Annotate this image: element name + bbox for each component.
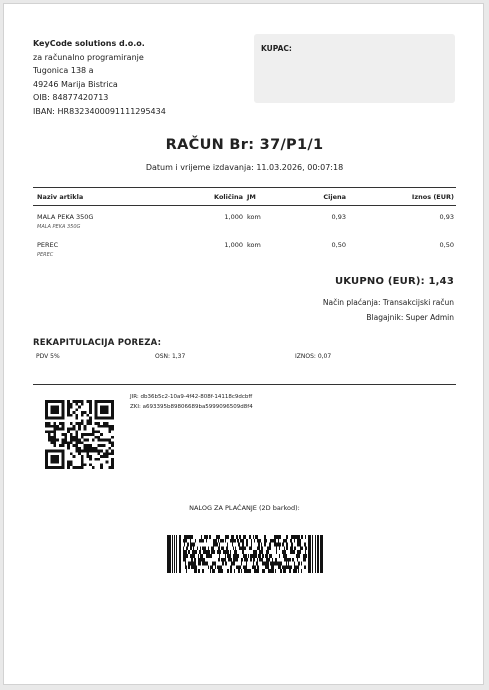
header-price: Cijena bbox=[323, 193, 346, 201]
buyer-box bbox=[254, 34, 455, 103]
item-amount: 0,50 bbox=[439, 241, 454, 249]
seller-activity: za računalno programiranje bbox=[33, 52, 144, 62]
payment-order-label: NALOG ZA PLAĆANJE (2D barkod): bbox=[189, 504, 300, 512]
tax-rate: PDV 5% bbox=[36, 353, 60, 360]
header-name: Naziv artikla bbox=[37, 193, 84, 201]
item-qty: 1,000 bbox=[224, 213, 243, 221]
invoice-title: RAČUN Br: 37/P1/1 bbox=[165, 137, 324, 153]
seller-street: Tugonica 138 a bbox=[33, 66, 94, 75]
seller-oib: OIB: 84877420713 bbox=[33, 93, 109, 102]
invoice-page bbox=[3, 3, 484, 685]
items-table bbox=[33, 187, 456, 262]
issue-datetime: Datum i vrijeme izdavanja: 11.03.2026, 00:07:18 bbox=[145, 163, 344, 172]
item-name: MALA PEKA 350G bbox=[37, 213, 94, 221]
buyer-label: KUPAC: bbox=[261, 44, 292, 53]
payment-method: Način plaćanja: Transakcijski račun bbox=[322, 298, 454, 307]
tax-base: OSN: 1,37 bbox=[155, 353, 186, 360]
tax-recap-title: REKAPITULACIJA POREZA: bbox=[33, 338, 162, 348]
divider bbox=[33, 384, 456, 385]
cashier: Blagajnik: Super Admin bbox=[366, 313, 454, 322]
jir-code: JIR: db36b5c2-10a9-4f42-808f-14118c9dcbff bbox=[130, 394, 253, 400]
tax-recap-row bbox=[33, 353, 456, 365]
item-name: PEREC bbox=[37, 241, 59, 249]
seller-iban: IBAN: HR8323400091111295434 bbox=[33, 106, 166, 116]
seller-name: KeyCode solutions d.o.o. bbox=[33, 39, 145, 48]
seller-info bbox=[33, 37, 166, 118]
item-price: 0,93 bbox=[331, 213, 346, 221]
item-jm: kom bbox=[247, 241, 261, 249]
tax-amount: IZNOS: 0,07 bbox=[295, 353, 332, 360]
table-row bbox=[33, 234, 456, 262]
header-amount: Iznos (EUR) bbox=[411, 193, 454, 201]
zki-code: ZKI: a693395b89806689ba5999096509d8f4 bbox=[130, 404, 253, 410]
item-jm: kom bbox=[247, 213, 261, 221]
header-qty: Količina bbox=[214, 193, 243, 201]
item-qty: 1,000 bbox=[224, 241, 243, 249]
qr-code-icon bbox=[45, 400, 114, 469]
pdf417-barcode-icon bbox=[167, 535, 323, 573]
table-row bbox=[33, 206, 456, 234]
header-jm: JM bbox=[247, 193, 256, 201]
seller-city: 49246 Marija Bistrica bbox=[33, 79, 118, 89]
total-amount: UKUPNO (EUR): 1,43 bbox=[334, 276, 454, 287]
fiscal-codes bbox=[130, 392, 253, 412]
item-amount: 0,93 bbox=[439, 213, 454, 221]
item-subname: PEREC bbox=[37, 252, 54, 258]
item-subname: MALA PEKA 350G bbox=[37, 224, 81, 230]
items-table-header bbox=[33, 187, 456, 206]
item-price: 0,50 bbox=[331, 241, 346, 249]
